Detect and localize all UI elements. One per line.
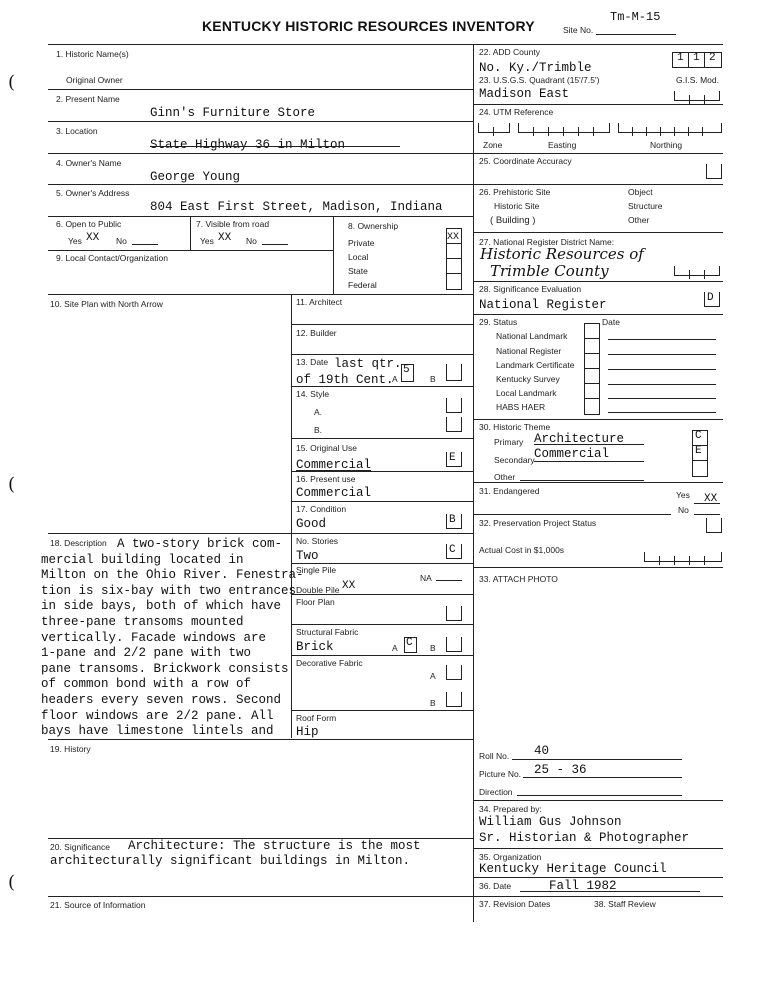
visible-yes-label: Yes bbox=[200, 236, 214, 246]
utm-northing-ticks bbox=[618, 123, 722, 133]
double-pile-label: Double Pile bbox=[296, 585, 340, 595]
description-line: 1-pane and 2/2 pane with two bbox=[41, 646, 252, 661]
easting-label: Easting bbox=[548, 140, 577, 150]
gis-ticks bbox=[674, 91, 720, 101]
county-label: 22. ADD County bbox=[479, 47, 540, 57]
original-use-code: E bbox=[449, 452, 456, 464]
picture-no-value: 25 - 36 bbox=[534, 763, 587, 777]
revision-dates-label: 37. Revision Dates bbox=[479, 899, 551, 909]
description-line: floor windows are 2/2 pane. All bbox=[41, 708, 274, 723]
decorative-box-b bbox=[446, 692, 462, 707]
decorative-fabric-label: Decorative Fabric bbox=[296, 658, 363, 668]
description-line: Milton on the Ohio River. Fenestra- bbox=[41, 568, 304, 583]
status-landmark-certificate: Landmark Certificate bbox=[496, 360, 575, 370]
structural-fabric-value: Brick bbox=[296, 640, 334, 654]
description-line: bays have limestone lintels and bbox=[41, 724, 274, 739]
local-contact-label: 9. Local Contact/Organization bbox=[56, 253, 168, 263]
date-value-line1: last qtr. bbox=[334, 357, 402, 371]
owners-address-value: 804 East First Street, Madison, Indiana bbox=[150, 200, 443, 214]
decorative-box-a bbox=[446, 665, 462, 680]
county-code-3: 2 bbox=[709, 52, 716, 64]
theme-other-label: Other bbox=[494, 472, 516, 482]
style-box-b bbox=[446, 417, 462, 432]
quadrant-label: 23. U.S.G.S. Quadrant (15'/7.5') bbox=[479, 75, 600, 85]
secondary-value: Commercial bbox=[534, 447, 610, 461]
open-yes-value: XX bbox=[86, 232, 100, 244]
primary-label: Primary bbox=[494, 437, 524, 447]
direction-label: Direction bbox=[479, 787, 513, 797]
open-no-label: No bbox=[116, 236, 127, 246]
roof-form-value: Hip bbox=[296, 725, 319, 739]
description-line: pane transoms. Brickwork consists bbox=[41, 661, 289, 676]
status-national-register: National Register bbox=[496, 346, 562, 356]
historic-name-label: 1. Historic Name(s) bbox=[56, 49, 129, 59]
no-stories-label: No. Stories bbox=[296, 536, 339, 546]
visible-no-label: No bbox=[246, 236, 257, 246]
significance-line1: Architecture: The structure is the most bbox=[128, 839, 421, 853]
structural-b: B bbox=[430, 643, 436, 653]
picture-no-label: Picture No. bbox=[479, 769, 522, 779]
style-box-a bbox=[446, 398, 462, 413]
floor-plan-label: Floor Plan bbox=[296, 597, 335, 607]
description-line: tion is six-bay with two entrances bbox=[41, 583, 297, 598]
object-label: Object bbox=[628, 187, 653, 197]
history-label: 19. History bbox=[50, 744, 91, 754]
secondary-label: Secondary bbox=[494, 455, 535, 465]
site-plan-label: 10. Site Plan with North Arrow bbox=[50, 299, 163, 309]
date-label: 13. Date bbox=[296, 357, 329, 367]
condition-value: Good bbox=[296, 517, 327, 531]
description-line: headers every seven rows. Second bbox=[41, 692, 282, 707]
open-yes-label: Yes bbox=[68, 236, 82, 246]
significance-eval-value: National Register bbox=[479, 298, 607, 312]
organization-label: 35. Organization bbox=[479, 852, 542, 862]
date-box-a-value: 5 bbox=[403, 364, 410, 376]
structural-fabric-label: Structural Fabric bbox=[296, 627, 359, 637]
architect-label: 11. Architect bbox=[296, 297, 343, 307]
original-use-value: Commercial bbox=[296, 458, 372, 472]
building-text: Building bbox=[495, 215, 530, 226]
description-line: of common bond with a row of bbox=[41, 677, 252, 692]
significance-label: 20. Significance bbox=[50, 842, 111, 852]
structure-label: Structure bbox=[628, 201, 663, 211]
status-national-landmark: National Landmark bbox=[496, 331, 568, 341]
historic-site-label: Historic Site bbox=[494, 201, 540, 211]
date-value-line2: of 19th Cent. bbox=[296, 373, 394, 387]
county-value: No. Ky./Trimble bbox=[479, 61, 592, 75]
gis-label: G.I.S. Mod. bbox=[676, 75, 719, 85]
roll-no-label: Roll No. bbox=[479, 751, 510, 761]
coordinate-accuracy-box bbox=[706, 164, 722, 179]
quadrant-value: Madison East bbox=[479, 87, 570, 101]
decorative-a: A bbox=[430, 671, 436, 681]
endangered-label: 31. Endangered bbox=[479, 486, 540, 496]
owners-address-label: 5. Owner's Address bbox=[56, 188, 130, 198]
utm-easting-ticks bbox=[518, 123, 610, 133]
condition-code: B bbox=[449, 514, 456, 526]
location-label: 3. Location bbox=[56, 126, 98, 136]
ownership-local: Local bbox=[348, 252, 369, 262]
style-b: B. bbox=[314, 425, 323, 435]
prepared-by-line1: William Gus Johnson bbox=[479, 815, 622, 829]
status-boxes bbox=[584, 323, 600, 415]
prepared-by-label: 34. Prepared by: bbox=[479, 804, 542, 814]
building-label: ( Building ) bbox=[490, 215, 536, 226]
primary-value: Architecture bbox=[534, 432, 625, 446]
visible-from-road-label: 7. Visible from road bbox=[196, 219, 270, 229]
status-habs-haer: HABS HAER bbox=[496, 402, 546, 412]
historic-theme-label: 30. Historic Theme bbox=[479, 422, 551, 432]
date-b: B bbox=[430, 374, 436, 384]
status-kentucky-survey: Kentucky Survey bbox=[496, 374, 560, 384]
site-no-value: Tm-M-15 bbox=[610, 10, 661, 24]
preservation-status-box bbox=[706, 518, 722, 533]
description-line: A two-story brick com- bbox=[117, 537, 283, 551]
ownership-private: Private bbox=[348, 238, 375, 248]
significance-eval-code: D bbox=[707, 292, 714, 304]
description-line: three-pane transoms mounted bbox=[41, 614, 244, 629]
open-to-public-label: 6. Open to Public bbox=[56, 219, 122, 229]
description-line: mercial building located in bbox=[41, 552, 244, 567]
structural-box-b bbox=[446, 637, 462, 652]
northing-label: Northing bbox=[650, 140, 683, 150]
prepared-by-line2: Sr. Historian & Photographer bbox=[479, 831, 690, 845]
utm-label: 24. UTM Reference bbox=[479, 107, 554, 117]
original-use-label: 15. Original Use bbox=[296, 443, 357, 453]
form-title: KENTUCKY HISTORIC RESOURCES INVENTORY bbox=[202, 18, 535, 34]
zone-label: Zone bbox=[483, 140, 503, 150]
attach-photo-label: 33. ATTACH PHOTO bbox=[479, 574, 558, 584]
original-owner-label: Original Owner bbox=[66, 75, 123, 85]
present-use-label: 16. Present use bbox=[296, 474, 356, 484]
secondary-code: E bbox=[695, 445, 702, 457]
endangered-no: No bbox=[678, 505, 689, 515]
other-label: Other bbox=[628, 215, 650, 225]
status-label: 29. Status bbox=[479, 317, 518, 327]
description-label: 18. Description bbox=[50, 538, 107, 548]
binder-mark: ( bbox=[8, 872, 16, 893]
na-label: NA bbox=[420, 573, 432, 583]
visible-yes-value: XX bbox=[218, 232, 232, 244]
endangered-mark: XX bbox=[704, 493, 718, 505]
decorative-b: B bbox=[430, 698, 436, 708]
date-box-b bbox=[446, 364, 462, 381]
status-local-landmark: Local Landmark bbox=[496, 388, 557, 398]
owners-name-label: 4. Owner's Name bbox=[56, 158, 122, 168]
district-name-hand-1: Historic Resources of bbox=[480, 245, 644, 263]
county-code-1: 1 bbox=[677, 52, 684, 64]
date-prepared-label: 36. Date bbox=[479, 881, 512, 891]
significance-eval-label: 28. Significance Evaluation bbox=[479, 284, 582, 294]
location-value: State Highway 36 in Milton bbox=[150, 138, 346, 152]
binder-mark: ( bbox=[8, 474, 16, 495]
actual-cost-ticks bbox=[644, 552, 722, 562]
no-stories-value: Two bbox=[296, 549, 319, 563]
district-ticks bbox=[674, 266, 720, 276]
prehistoric-site-label: 26. Prehistoric Site bbox=[479, 187, 551, 197]
actual-cost-label: Actual Cost in $1,000s bbox=[479, 545, 565, 555]
owners-name-value: George Young bbox=[150, 170, 241, 184]
source-label: 21. Source of Information bbox=[50, 900, 146, 910]
description-text bbox=[41, 537, 304, 740]
primary-code: C bbox=[695, 430, 702, 442]
description-line: in side bays, both of which have bbox=[41, 599, 282, 614]
preservation-status-label: 32. Preservation Project Status bbox=[479, 518, 597, 528]
organization-value: Kentucky Heritage Council bbox=[479, 862, 667, 876]
ownership-federal: Federal bbox=[348, 280, 377, 290]
district-name-hand-2: Trimble County bbox=[490, 262, 609, 280]
county-code-2: 1 bbox=[693, 52, 700, 64]
double-pile-mark: XX bbox=[342, 580, 356, 592]
date-prepared-value: Fall 1982 bbox=[549, 879, 617, 893]
description-line: vertically. Facade windows are bbox=[41, 630, 267, 645]
present-name-label: 2. Present Name bbox=[56, 94, 120, 104]
roof-form-label: Roof Form bbox=[296, 713, 337, 723]
staff-review-label: 38. Staff Review bbox=[594, 899, 656, 909]
utm-zone-ticks bbox=[478, 123, 510, 133]
structural-code-a: C bbox=[406, 637, 413, 649]
date-a: A bbox=[392, 374, 398, 384]
structural-a: A bbox=[392, 643, 398, 653]
ownership-state: State bbox=[348, 266, 368, 276]
builder-label: 12. Builder bbox=[296, 328, 337, 338]
condition-label: 17. Condition bbox=[296, 504, 347, 514]
present-use-value: Commercial bbox=[296, 486, 372, 500]
district-name-label: 27. National Register District Name: bbox=[479, 237, 615, 247]
single-pile-label: Single Pile bbox=[296, 565, 337, 575]
status-date-label: Date bbox=[602, 317, 620, 327]
coordinate-accuracy-label: 25. Coordinate Accuracy bbox=[479, 156, 572, 166]
ownership-label: 8. Ownership bbox=[348, 221, 399, 231]
no-stories-code: C bbox=[449, 544, 456, 556]
present-name-value: Ginn's Furniture Store bbox=[150, 106, 316, 120]
roll-no-value: 40 bbox=[534, 744, 550, 758]
significance-line2: architecturally significant buildings in Milton. bbox=[50, 854, 411, 868]
ownership-mark: XX bbox=[447, 232, 460, 243]
style-label: 14. Style bbox=[296, 389, 330, 399]
style-a: A. bbox=[314, 407, 323, 417]
floor-plan-box bbox=[446, 606, 462, 621]
binder-mark: ( bbox=[8, 72, 16, 93]
site-no-label: Site No. bbox=[563, 25, 594, 35]
endangered-yes: Yes bbox=[676, 490, 690, 500]
